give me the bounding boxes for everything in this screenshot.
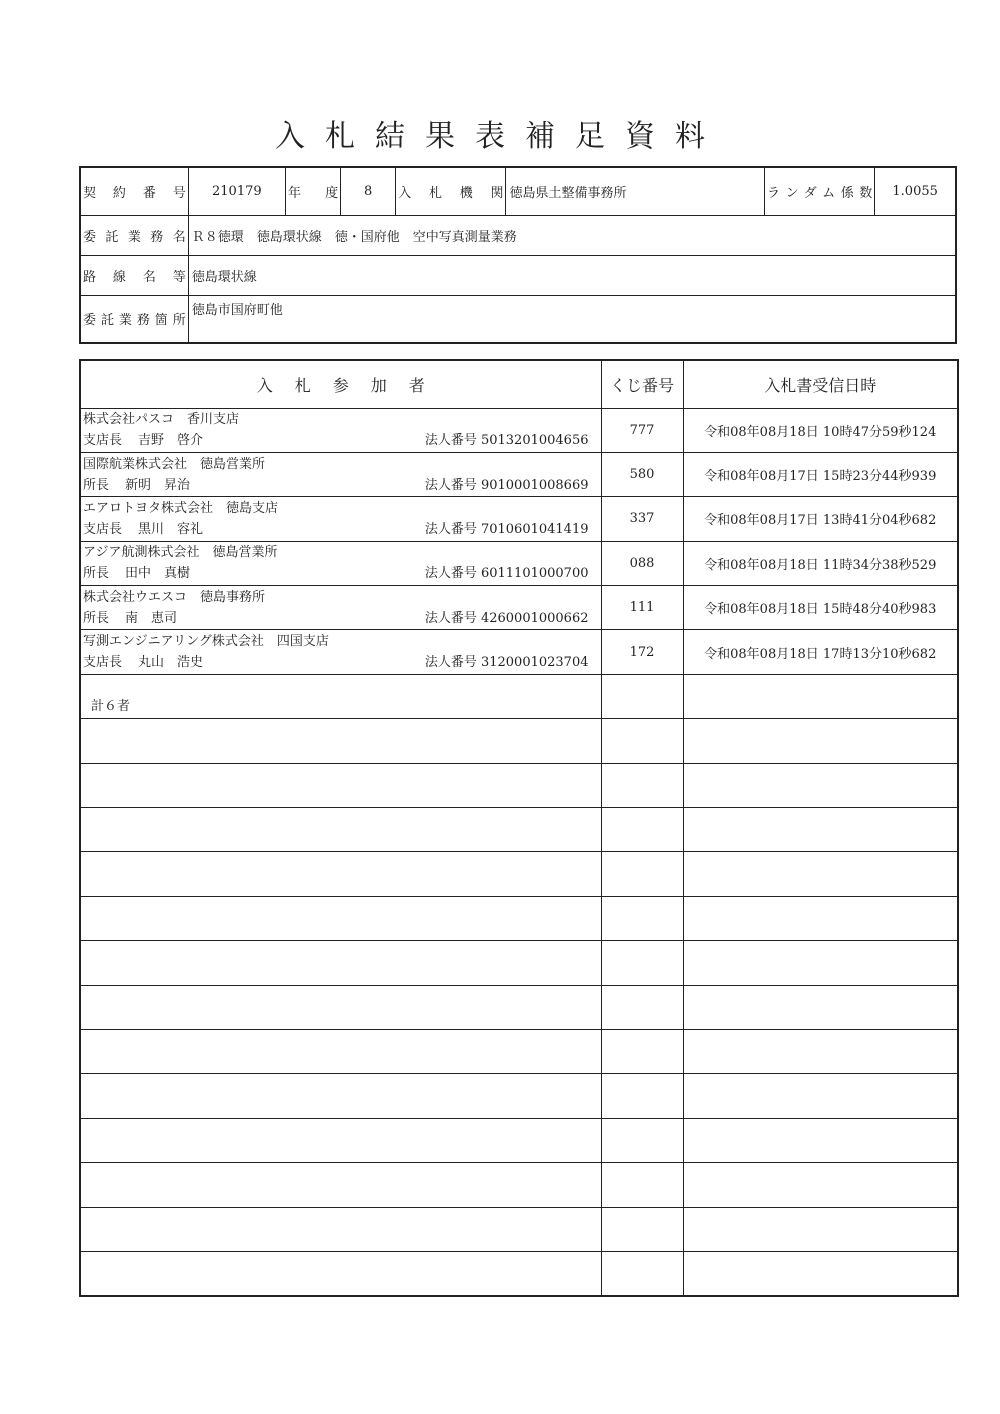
representative-name: 田中 真樹 — [125, 566, 191, 582]
representative — [83, 652, 203, 673]
empty-cell — [683, 1074, 958, 1118]
representative-title: 所長 — [83, 566, 110, 582]
representative — [83, 430, 203, 451]
agency-label: 入札機関 — [396, 167, 506, 215]
empty-cell — [683, 985, 958, 1029]
location-label: 委託業務箇所 — [80, 295, 188, 343]
empty-cell — [80, 808, 601, 852]
representative-line — [81, 430, 601, 451]
random-coefficient-label: ランダム係数 — [765, 167, 875, 215]
representative-name: 南 恵司 — [125, 610, 178, 626]
company-line — [81, 454, 601, 475]
participant-column-header: 入札参加者 — [80, 360, 601, 408]
empty-cell — [80, 1029, 601, 1073]
year-value: 8 — [341, 167, 396, 215]
received-datetime-cell: 令和08年08月18日 17時13分10秒682 — [683, 630, 958, 674]
empty-cell — [683, 1207, 958, 1251]
empty-cell — [683, 1118, 958, 1162]
company-line — [81, 542, 601, 563]
empty-row — [80, 941, 958, 985]
representative-line — [81, 608, 601, 629]
representative-title: 支店長 — [83, 655, 123, 671]
company-line — [81, 631, 601, 652]
empty-cell — [601, 1118, 683, 1162]
empty-cell — [80, 1074, 601, 1118]
empty-cell — [683, 941, 958, 985]
lottery-number-cell: 172 — [601, 630, 683, 674]
empty-cell — [80, 852, 601, 896]
participant-cell — [80, 586, 601, 630]
empty-cell — [80, 1118, 601, 1162]
random-coefficient-value: 1.0055 — [875, 167, 956, 215]
lottery-number-cell: 777 — [601, 408, 683, 452]
empty-cell — [80, 985, 601, 1029]
received-datetime-cell: 令和08年08月17日 15時23分44秒939 — [683, 452, 958, 496]
table-row — [80, 586, 958, 630]
year-label: 年度 — [285, 167, 340, 215]
empty-cell — [683, 1251, 958, 1295]
contract-info-table — [79, 166, 957, 344]
empty-cell — [683, 674, 958, 718]
lottery-number-cell: 337 — [601, 497, 683, 541]
received-datetime-cell: 令和08年08月18日 10時47分59秒124 — [683, 408, 958, 452]
empty-cell — [601, 763, 683, 807]
empty-cell — [601, 674, 683, 718]
empty-row — [80, 1207, 958, 1251]
empty-cell — [601, 1029, 683, 1073]
received-datetime-cell: 令和08年08月17日 13時41分04秒682 — [683, 497, 958, 541]
datetime-column-header: 入札書受信日時 — [683, 360, 958, 408]
company-line — [81, 409, 601, 430]
company-name: エアロトヨタ株式会社 徳島支店 — [83, 500, 279, 516]
empty-cell — [601, 1163, 683, 1207]
agency-value: 徳島県土整備事務所 — [506, 167, 765, 215]
empty-cell — [683, 1163, 958, 1207]
corporate-number: 法人番号 3120001023704 — [424, 655, 589, 671]
representative — [83, 475, 190, 496]
total-count: 計６者 — [80, 674, 601, 718]
company-name: 写測エンジニアリング株式会社 四国支店 — [83, 634, 329, 650]
representative-title: 所長 — [83, 610, 110, 626]
contract-no-value: 210179 — [188, 167, 285, 215]
participant-cell — [80, 541, 601, 585]
corporate-number: 法人番号 6011101000700 — [424, 566, 589, 582]
table-row — [80, 452, 958, 496]
corporate-number: 法人番号 9010001008669 — [424, 477, 589, 493]
company-name: アジア航測株式会社 徳島営業所 — [83, 545, 278, 561]
empty-cell — [683, 763, 958, 807]
table-header-row — [80, 360, 958, 408]
representative-title: 支店長 — [83, 521, 123, 537]
representative-line — [81, 563, 601, 584]
representative-title: 支店長 — [83, 433, 123, 449]
empty-row — [80, 808, 958, 852]
empty-cell — [683, 1029, 958, 1073]
corporate-number: 法人番号 7010601041419 — [424, 521, 589, 537]
empty-cell — [683, 852, 958, 896]
representative-line — [81, 475, 601, 496]
empty-cell — [80, 763, 601, 807]
company-name: 国際航業株式会社 徳島営業所 — [83, 456, 266, 472]
representative — [83, 563, 190, 584]
representative-title: 所長 — [83, 477, 110, 493]
empty-cell — [601, 1074, 683, 1118]
work-name-value: Ｒ８徳環 徳島環状線 徳・国府他 空中写真測量業務 — [188, 215, 956, 255]
empty-row — [80, 1163, 958, 1207]
empty-cell — [80, 1251, 601, 1295]
empty-cell — [80, 941, 601, 985]
empty-row — [80, 1074, 958, 1118]
document-title: 入札結果表補足資料 — [275, 119, 725, 154]
empty-row — [80, 1118, 958, 1162]
lottery-number-cell: 111 — [601, 586, 683, 630]
representative-line — [81, 519, 601, 540]
participant-cell — [80, 452, 601, 496]
empty-cell — [601, 896, 683, 940]
empty-cell — [601, 719, 683, 763]
empty-cell — [601, 852, 683, 896]
company-line — [81, 587, 601, 608]
work-name-label: 委託業務名 — [80, 215, 188, 255]
empty-row — [80, 1251, 958, 1295]
lottery-column-header: くじ番号 — [601, 360, 683, 408]
lottery-number-cell: 580 — [601, 452, 683, 496]
representative-name: 吉野 啓介 — [138, 433, 204, 449]
participant-cell — [80, 408, 601, 452]
table-row — [80, 541, 958, 585]
total-row — [80, 674, 958, 718]
lottery-number-cell: 088 — [601, 541, 683, 585]
received-datetime-cell: 令和08年08月18日 15時48分40秒983 — [683, 586, 958, 630]
representative — [83, 608, 177, 629]
empty-cell — [80, 896, 601, 940]
company-line — [81, 498, 601, 519]
empty-cell — [683, 808, 958, 852]
empty-cell — [80, 719, 601, 763]
empty-row — [80, 896, 958, 940]
empty-row — [80, 1029, 958, 1073]
contract-no-label: 契約番号 — [80, 167, 188, 215]
participant-cell — [80, 497, 601, 541]
company-name: 株式会社ウエスコ 徳島事務所 — [83, 589, 266, 605]
corporate-number: 法人番号 5013201004656 — [424, 433, 589, 449]
representative-name: 黒川 容礼 — [138, 521, 204, 537]
empty-cell — [683, 719, 958, 763]
table-row — [80, 630, 958, 674]
empty-cell — [601, 1251, 683, 1295]
company-name: 株式会社パスコ 香川支店 — [83, 412, 240, 428]
empty-cell — [80, 1163, 601, 1207]
route-label: 路線名等 — [80, 255, 188, 295]
route-value: 徳島環状線 — [188, 255, 956, 295]
empty-row — [80, 763, 958, 807]
empty-cell — [601, 1207, 683, 1251]
empty-cell — [683, 896, 958, 940]
representative-line — [81, 652, 601, 673]
received-datetime-cell: 令和08年08月18日 11時34分38秒529 — [683, 541, 958, 585]
empty-cell — [601, 808, 683, 852]
bid-participants-table — [79, 359, 959, 1297]
corporate-number: 法人番号 4260001000662 — [424, 610, 589, 626]
empty-cell — [80, 1207, 601, 1251]
table-row — [80, 497, 958, 541]
empty-row — [80, 985, 958, 1029]
representative — [83, 519, 203, 540]
table-row — [80, 408, 958, 452]
representative-name: 丸山 浩史 — [138, 655, 204, 671]
representative-name: 新明 昇治 — [125, 477, 191, 493]
empty-cell — [601, 941, 683, 985]
empty-cell — [601, 985, 683, 1029]
participant-cell — [80, 630, 601, 674]
empty-row — [80, 852, 958, 896]
empty-row — [80, 719, 958, 763]
location-value: 徳島市国府町他 — [188, 295, 956, 343]
